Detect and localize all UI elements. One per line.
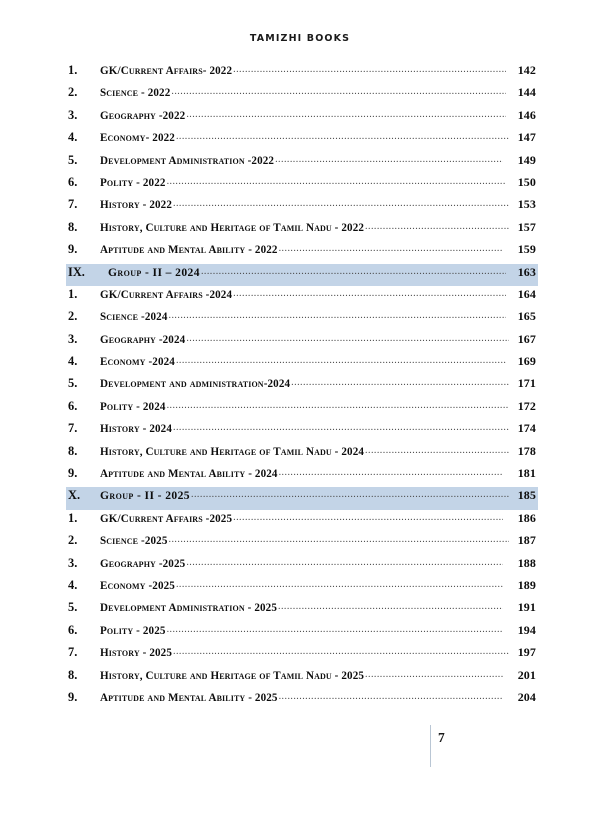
toc-entry-row[interactable] [66, 577, 538, 599]
toc-entry-row[interactable] [66, 308, 538, 330]
toc-entry-title: Group - II - 2025 [100, 489, 191, 503]
toc-entry-title: GK/Current Affairs- 2022 [100, 65, 233, 77]
toc-entry-row[interactable] [66, 241, 538, 263]
toc-entry-title: Aptitude and Mental Ability - 2022 [100, 244, 278, 257]
toc-entry-number: 5. [68, 600, 78, 615]
toc-entry-page-number: 147 [517, 130, 536, 145]
toc-entry-title: Polity - 2024 [100, 400, 166, 413]
toc-entry-row[interactable] [66, 286, 538, 308]
toc-entry-title: Science - 2022 [100, 87, 171, 100]
dot-leader [176, 129, 509, 141]
toc-entry-number: 7. [68, 645, 78, 660]
toc-entry-page-number: 181 [517, 466, 536, 481]
toc-entry-number: 5. [68, 376, 78, 391]
page-footer [430, 724, 445, 768]
toc-entry-page-number: 163 [517, 264, 536, 279]
toc-entry-title: Geography -2025 [100, 557, 186, 570]
toc-entry-page-number: 185 [517, 488, 536, 503]
toc-entry-number: 6. [68, 398, 78, 413]
toc-entry-number: 8. [68, 219, 78, 234]
toc-entry-page-number: 153 [517, 197, 536, 212]
toc-entry-row[interactable] [66, 510, 538, 532]
toc-entry-page-number: 191 [517, 600, 536, 615]
dot-leader [365, 443, 509, 455]
toc-entry-page-number: 167 [517, 331, 536, 346]
toc-entry-number: 1. [68, 510, 78, 525]
toc-entry-page-number: 169 [517, 354, 536, 369]
toc-entry-title: History - 2022 [100, 199, 172, 212]
toc-entry-row[interactable] [66, 667, 538, 689]
toc-entry-page-number: 146 [517, 107, 536, 122]
toc-entry-number: 9. [68, 242, 78, 257]
dot-leader [176, 577, 503, 589]
toc-entry-title: Development and administration-2024 [100, 378, 291, 391]
dot-leader [173, 644, 509, 656]
toc-entry-page-number: 149 [517, 152, 536, 167]
toc-entry-title: History - 2024 [100, 423, 172, 436]
footer-page-number: 7 [438, 730, 445, 746]
toc-entry-page-number: 159 [517, 242, 536, 257]
toc-entry-row[interactable] [66, 555, 538, 577]
toc-entry-page-number: 197 [517, 645, 536, 660]
toc-entry-number: 6. [68, 622, 78, 637]
toc-entry-number: 2. [68, 309, 78, 324]
toc-entry-number: 4. [68, 354, 78, 369]
dot-leader [169, 308, 506, 320]
toc-entry-title: History, Culture and Heritage of Tamil Nadu - 2022 [100, 221, 365, 234]
toc-entry-row[interactable] [66, 465, 538, 487]
toc-entry-row[interactable] [66, 398, 538, 420]
toc-entry-page-number: 189 [517, 577, 536, 592]
table-of-contents [66, 62, 538, 711]
toc-entry-row[interactable] [66, 532, 538, 554]
running-header-title: TAMIZHI BOOKS [249, 33, 351, 44]
dot-leader [365, 219, 509, 231]
toc-entry-page-number: 171 [517, 376, 536, 391]
dot-leader [278, 599, 503, 611]
toc-entry-row[interactable] [66, 219, 538, 241]
toc-entry-row[interactable] [66, 107, 538, 129]
toc-entry-title: Economy -2024 [100, 356, 175, 369]
dot-leader [167, 622, 503, 634]
toc-entry-number: 1. [68, 286, 78, 301]
toc-entry-page-number: 188 [517, 555, 536, 570]
toc-section-row[interactable] [66, 487, 538, 509]
dot-leader [186, 555, 503, 567]
toc-entry-title: History, Culture and Heritage of Tamil Nadu - 2024 [100, 445, 365, 458]
toc-entry-row[interactable] [66, 129, 538, 151]
toc-entry-title: Science -2025 [100, 535, 168, 548]
toc-entry-number: 7. [68, 421, 78, 436]
toc-entry-number: 3. [68, 107, 78, 122]
toc-section-row[interactable] [66, 264, 538, 286]
dot-leader [291, 375, 509, 387]
toc-entry-row[interactable] [66, 84, 538, 106]
toc-entry-row[interactable] [66, 62, 538, 84]
toc-entry-title: Development Administration - 2025 [100, 602, 277, 615]
toc-entry-row[interactable] [66, 353, 538, 375]
dot-leader [173, 196, 509, 208]
toc-entry-row[interactable] [66, 196, 538, 218]
toc-entry-number: 5. [68, 152, 78, 167]
toc-entry-number: 2. [68, 533, 78, 548]
toc-entry-number: 9. [68, 689, 78, 704]
toc-entry-row[interactable] [66, 644, 538, 666]
dot-leader [279, 689, 503, 701]
toc-entry-page-number: 142 [517, 63, 536, 77]
footer-divider [430, 725, 431, 767]
toc-entry-page-number: 201 [517, 667, 536, 682]
toc-entry-number: X. [68, 488, 81, 503]
toc-entry-row[interactable] [66, 375, 538, 397]
dot-leader [233, 62, 506, 74]
toc-entry-number: 1. [68, 63, 78, 77]
toc-entry-number: 8. [68, 667, 78, 682]
toc-entry-title: Geography -2024 [100, 333, 186, 346]
toc-entry-number: IX. [68, 264, 85, 279]
toc-entry-title: Aptitude and Mental Ability - 2024 [100, 468, 278, 481]
toc-entry-title: GK/Current Affairs -2024 [100, 288, 233, 301]
toc-entry-number: 3. [68, 555, 78, 570]
toc-entry-row[interactable] [66, 443, 538, 465]
toc-entry-row[interactable] [66, 420, 538, 442]
toc-entry-title: History - 2025 [100, 647, 172, 660]
dot-leader [233, 286, 506, 298]
toc-entry-page-number: 186 [517, 510, 536, 525]
toc-entry-title: Economy- 2022 [100, 132, 175, 145]
toc-entry-page-number: 194 [517, 622, 536, 637]
toc-entry-title: Group - II – 2024 [108, 265, 200, 279]
toc-entry-number: 2. [68, 85, 78, 100]
toc-entry-page-number: 164 [517, 286, 536, 301]
toc-entry-page-number: 172 [517, 398, 536, 413]
toc-entry-number: 4. [68, 577, 78, 592]
dot-leader [365, 667, 503, 679]
dot-leader [191, 487, 509, 499]
toc-entry-number: 3. [68, 331, 78, 346]
dot-leader [279, 465, 503, 477]
dot-leader [201, 264, 506, 276]
toc-entry-row[interactable] [66, 331, 538, 353]
toc-entry-number: 9. [68, 466, 78, 481]
dot-leader [167, 398, 509, 410]
toc-entry-title: Economy -2025 [100, 579, 175, 592]
toc-entry-row[interactable] [66, 152, 538, 174]
dot-leader [279, 241, 503, 253]
toc-entry-page-number: 144 [517, 85, 536, 100]
toc-entry-page-number: 157 [517, 219, 536, 234]
dot-leader [186, 331, 509, 343]
dot-leader [173, 420, 509, 432]
toc-entry-number: 4. [68, 130, 78, 145]
toc-entry-page-number: 150 [517, 174, 536, 189]
dot-leader [171, 84, 506, 96]
toc-entry-row[interactable] [66, 622, 538, 644]
toc-entry-title: GK/Current Affairs -2025 [100, 512, 233, 525]
toc-entry-number: 6. [68, 174, 78, 189]
dot-leader [167, 174, 506, 186]
dot-leader [275, 152, 503, 164]
toc-entry-number: 7. [68, 197, 78, 212]
toc-entry-title: Polity - 2022 [100, 176, 166, 189]
dot-leader [176, 353, 506, 365]
dot-leader [186, 107, 506, 119]
toc-entry-page-number: 178 [517, 443, 536, 458]
dot-leader [169, 532, 509, 544]
toc-entry-row[interactable] [66, 689, 538, 711]
toc-entry-row[interactable] [66, 599, 538, 621]
toc-entry-page-number: 187 [517, 533, 536, 548]
toc-entry-number: 8. [68, 443, 78, 458]
toc-entry-title: Polity - 2025 [100, 624, 166, 637]
toc-entry-title: Aptitude and Mental Ability - 2025 [100, 691, 278, 704]
toc-entry-title: History, Culture and Heritage of Tamil Nadu - 2025 [100, 669, 365, 682]
toc-entry-page-number: 165 [517, 309, 536, 324]
toc-entry-page-number: 174 [517, 421, 536, 436]
toc-entry-title: Science -2024 [100, 311, 168, 324]
toc-entry-title: Geography -2022 [100, 109, 186, 122]
dot-leader [233, 510, 503, 522]
toc-entry-title: Development Administration -2022 [100, 154, 275, 167]
toc-entry-row[interactable] [66, 174, 538, 196]
toc-entry-page-number: 204 [517, 689, 536, 704]
